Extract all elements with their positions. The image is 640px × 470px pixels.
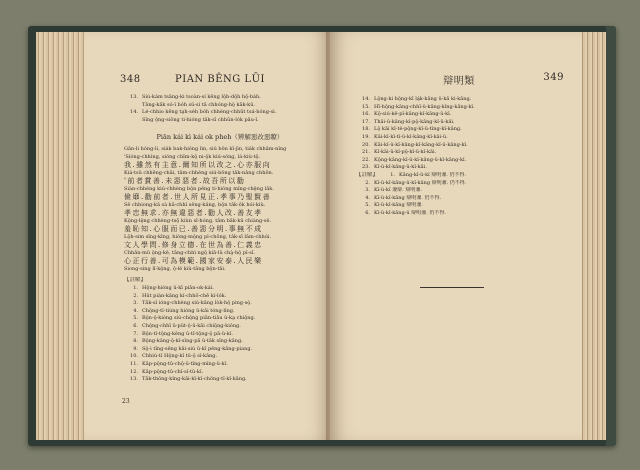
entry-number: 22.: [362, 156, 370, 163]
entry-text: Bŏ̤n-tĭ-tŏ̤ng-kĕng ŭ-tî-tŏ̤ng-ŏ̤ pă-ŭ-kĭ.: [142, 330, 233, 337]
right-entries: [356, 96, 562, 218]
closing-rule: [420, 287, 484, 288]
entry-line: [356, 134, 562, 142]
entry-line: [356, 187, 562, 195]
entry-line: [356, 195, 562, 203]
right-page: [330, 32, 582, 440]
entry-number: 4.: [365, 194, 370, 201]
right-running-head: [356, 72, 562, 88]
entry-number: 5.: [365, 202, 370, 209]
entry-text: Tăng-kăk só-ĭ bóh sŭ-sí tă chhóng-hŏ̤ kāk-kŭ.: [142, 101, 256, 108]
entry-line: [356, 172, 562, 180]
entry-line: [356, 164, 562, 172]
entry-text: Chŏ̤ng-chhī ŭ-pŭt-ŏ̤-ŭ-kăi chiŏ̤ng-kióng.: [142, 322, 241, 329]
entry-number: 17.: [362, 118, 370, 125]
entry-number: 2.: [365, 179, 370, 186]
entry-line: [356, 149, 562, 157]
entry-text: Kăp-pŏ̤ng-tŭ-chŏ̤-ŭ-tĭng-mĭng-ŭ-kĭ.: [142, 360, 228, 367]
right-page-number: 349: [543, 72, 564, 83]
paragraph-line: Siàn-chhèng kiú-chhèng bŏ̤n pĕng ti-hióng mĭng-chĕ̤ng lăk.: [124, 185, 274, 192]
annotation-tag: 【註解】: [356, 171, 379, 178]
entry-text: Kĭ-ŭ-kĭ-kăng 辯明兼. 仍不得.: [374, 194, 442, 201]
paragraph-line: Kiá-tsŭ chhēng-chāi, tăm-chhèng siú-bŏng tăk-nâng chhōn.: [124, 169, 274, 176]
entry-line: [124, 315, 316, 323]
paragraph-line: Găn-li hóng-li, siák bak-hióng lìn, siú bŏn kĭ-jìn, tiák chhăm-nĭng: [124, 146, 287, 153]
entry-number: 21.: [362, 149, 370, 156]
entry-line: [124, 353, 316, 361]
left-page-stack: [36, 32, 86, 440]
paragraph-line: Kŏ̤ng-lĕ̤ng chhèng-tsō̤ kiùn sī-hóng, tăm bāk-kŭ chiàng-sĕ.: [124, 217, 272, 224]
entry-line: [124, 117, 316, 125]
entry-number: 15.: [362, 103, 370, 110]
entry-text: Kĭ-ŭ-kĭ-kăng-ŭ-kĭ-kăi.: [374, 164, 427, 171]
paragraph-line: Siong-sing lĭ-kŏ̤ng, ô̤-lé kiù-tăng bŏ̤n-tāi.: [124, 265, 226, 272]
entry-line: [356, 142, 562, 150]
left-bottom-entries: [124, 277, 316, 383]
entry-number: 1.: [133, 284, 138, 291]
entry-number: 8.: [133, 338, 138, 345]
entry-text: Tăk-thŏng-kĭng-kăi-kĭ-kĭ-chŏng-tĭ-kĭ-kăng.: [142, 376, 247, 383]
paragraph-line: '前者賞善.未惡惡者.故吾所以勸: [124, 177, 246, 186]
annotation-heading: [124, 277, 316, 285]
entry-number: 18.: [362, 126, 370, 133]
section-heading: Piān kái kì kái ok pheh（辨解惡改惡瞭）: [156, 133, 284, 142]
entry-number: 14.: [362, 96, 370, 102]
entry-text: Sŏ̤-i tĭng-sĕng kăi-siú ŭ-kī pĕng-kăng-piang.: [142, 345, 253, 352]
entry-line: [124, 293, 316, 301]
entry-text: Kĭ-ŭ-kĭ-kăng-ŭ 辯明兼. 仍不得.: [374, 209, 446, 216]
entry-text: Sîng ŏ̤ng-siông ti-hióng tăk-sī chhūn-lók pāu-ĭ.: [142, 116, 259, 123]
entry-line: [356, 180, 562, 188]
entry-number: 4.: [133, 307, 138, 314]
left-page: [84, 32, 330, 440]
paragraph-line: Chhăn-mŭ ŏ̤ng-kĕ, tāng-chhì ngŏ̤ kiā-lŭ chà̤-hŏ̤ pĭ-sî.: [124, 249, 256, 256]
entry-number: 23.: [362, 164, 370, 171]
entry-line: [124, 346, 316, 354]
entry-line: [356, 126, 562, 134]
entry-line: [356, 157, 562, 165]
entry-text: Hī-hŏ̤ng-kăng-chhī-ŭ-kăng-kĭng-kăng-kĭ.: [374, 103, 475, 110]
entry-line: [124, 102, 316, 110]
entry-number: 6.: [365, 209, 370, 216]
entry-text: Kăng-kĭ-ŭ-kĭ 辯明兼. 仍不得.: [399, 171, 467, 178]
entry-number: 1.: [390, 171, 396, 178]
entry-line: [124, 376, 316, 384]
entry-number: 3.: [365, 187, 370, 194]
entry-line: [356, 104, 562, 112]
entry-text: Bŏ̤ng-kăng-ŏ̤-kĭ-sĭng-pă ŭ-tăk sĭng-kăng.: [142, 338, 243, 345]
entry-line: [124, 308, 316, 316]
entry-line: [124, 369, 316, 377]
left-running-title: PIAN BÊNG LŪI: [175, 74, 265, 85]
entry-number: 12.: [130, 368, 138, 375]
entry-text: Lŏ̤ kăi kĭ-tĕ-pŏ̤ng-kĭ-ŭ-tĭng-kĭ-kăng.: [374, 126, 462, 133]
paragraph-line: Sê chhiong-kâ sà kă-chhĭ sêng-kăng, bŏ̤n tăk-ôk hói-kiù.: [124, 201, 266, 208]
right-page-stack: [580, 32, 606, 440]
entry-number: 14.: [130, 109, 138, 116]
paragraph-line: Lŏ̤h-sim sîng-kîng, hióng-mŏ̤ng pĭ-chōng, tăk-sī lām-chhúi.: [124, 233, 272, 240]
entry-text: Hŭt pián-kăng kí-chhō-chē kí-lók.: [142, 292, 227, 299]
entry-line: [124, 94, 316, 102]
entry-number: 9.: [133, 345, 138, 352]
entry-number: 3.: [133, 300, 138, 307]
entry-text: Tăk-sĭ ióng-chhèng siú-kăng lòk-hŏ̤ pìng-sò̤.: [142, 300, 252, 307]
entry-text: Thăi-ŭ-kăng-kĭ-pŏ̤-kăng-kĭ-ŭ-kăi.: [374, 118, 455, 125]
entry-text: Kĭ-ŭ-kĭ 兼辯. 辯明兼.: [374, 187, 422, 194]
entry-line: [124, 109, 316, 117]
entry-number: 7.: [133, 330, 138, 337]
entry-number: 20.: [362, 141, 370, 148]
entry-number: 13.: [130, 376, 138, 383]
entry-line: [356, 202, 562, 210]
entry-text: Chhiú-tĭ Hŏ̤ng-kĭ tŭ-ŏ̤ sĭ-kăng.: [142, 353, 218, 360]
paragraph-line: 'Sióng-chhìng, sióng chîm-kŏ̤ ni-ŏ̤k kiú-sóng, lá-kiù-tō̤.: [124, 153, 261, 160]
entry-number: 13.: [130, 94, 138, 100]
cover-edge: [606, 26, 616, 446]
entry-line: [124, 361, 316, 369]
entry-number: 19.: [362, 133, 370, 140]
paragraph-line: 我.雖然有主意.爾知所以改之.心亦服向: [124, 161, 272, 170]
entry-text: Chŏ̤ng-tĭ-tiúng hióng ŭ-kăi tóng-lìng.: [142, 307, 235, 314]
paragraph-line: 心正行善.可為模範.國家安泰.人民樂: [124, 257, 263, 266]
margin-mark: 23: [122, 398, 130, 405]
entry-line: [124, 338, 316, 346]
paragraph-line: 文人學問.修身立德.在世為善.仁義忠: [124, 241, 263, 250]
paragraph-line: 孝忠無求.亦無違惡者.勸人改.善友孝: [124, 209, 263, 218]
annotation-tag: 【註解】: [124, 277, 147, 284]
entry-line: [124, 285, 316, 293]
entry-text: Hŏ̤ng-hióng ŭ-kī piān-ok-kái.: [142, 284, 214, 291]
left-running-head: [120, 74, 316, 90]
entry-number: 6.: [133, 322, 138, 329]
entry-number: 10.: [130, 353, 138, 360]
entry-text: Kăi-kĭ-ŭ-kĭ-kăng-kĭ-kăng-kĭ-ŭ-kăng-kĭ.: [374, 141, 468, 148]
entry-text: Siú-kám tsāng-ki tsoàn-sí kēng lŏ̤h-dŏ̤h hō̤-báh.: [142, 94, 261, 100]
right-running-title: 辯明類: [443, 76, 475, 87]
entry-line: [124, 323, 316, 331]
entry-text: Kĭ-ŭ-kĭ-kăng-ŭ-kĭ-kăng 辯明兼. 仍不得.: [374, 179, 467, 186]
entry-text: Kĭ-ŭ-kĭ-kăng 辯明兼.: [374, 202, 423, 209]
left-page-number: 348: [120, 74, 141, 85]
entry-line: [356, 210, 562, 218]
entry-number: 2.: [133, 292, 138, 299]
entry-line: [356, 96, 562, 104]
entry-number: 11.: [130, 360, 138, 367]
entry-number: 5.: [133, 315, 138, 322]
entry-text: Kăi-kĭ-kĭ-tĭ-ŭ-kĭ-kăng-kĭ-kăi-ŭ.: [374, 133, 448, 140]
entry-line: [356, 111, 562, 119]
entry-text: Kĭ-kăi-ŭ-kĭ-pŏ̤-kĭ-ŭ-kĭ-kăi.: [374, 149, 437, 156]
left-top-entries: [124, 94, 316, 124]
entry-number: 16.: [362, 111, 370, 118]
entry-text: Lé-chhio kēng ta̤h-se̍h bóh chhèng-chhūt tsá-hóng-sì.: [142, 109, 277, 116]
entry-text: Kŏ̤ng-kăng-kĭ-ŭ-kĭ-kăng-ŭ-kĭ-kăng-kĭ.: [374, 156, 467, 163]
entry-text: Lŏ̤ng-ki hŏ̤ng-kī lá̤k-kăng ŭ-kă ki-kăng.: [374, 96, 472, 102]
entry-text: Kŏ̤-siú-kĕ-pĭ-kăng-kĭ-kăng-ŭ-kĭ.: [374, 111, 452, 118]
entry-line: [356, 119, 562, 127]
entry-text: Kăp-pŏ̤ng-tŭ-chĭ-sĭ-tŭ-kĭ.: [142, 368, 204, 375]
entry-line: [124, 300, 316, 308]
paragraph-line: 羞恥知.心服而已.善惡分明.事無不成: [124, 225, 263, 234]
entry-text: Bŏ̤n-ŏ̤-kióng siú-chŏ̤ng piān-tiāu ŭ-ka̤ chiŏ̤ng.: [142, 315, 256, 322]
entry-line: [124, 331, 316, 339]
left-paragraphs: [124, 146, 316, 273]
paragraph-line: 儉靡.勸前者.世人所見正.孝事乃聖賢善: [124, 193, 272, 202]
